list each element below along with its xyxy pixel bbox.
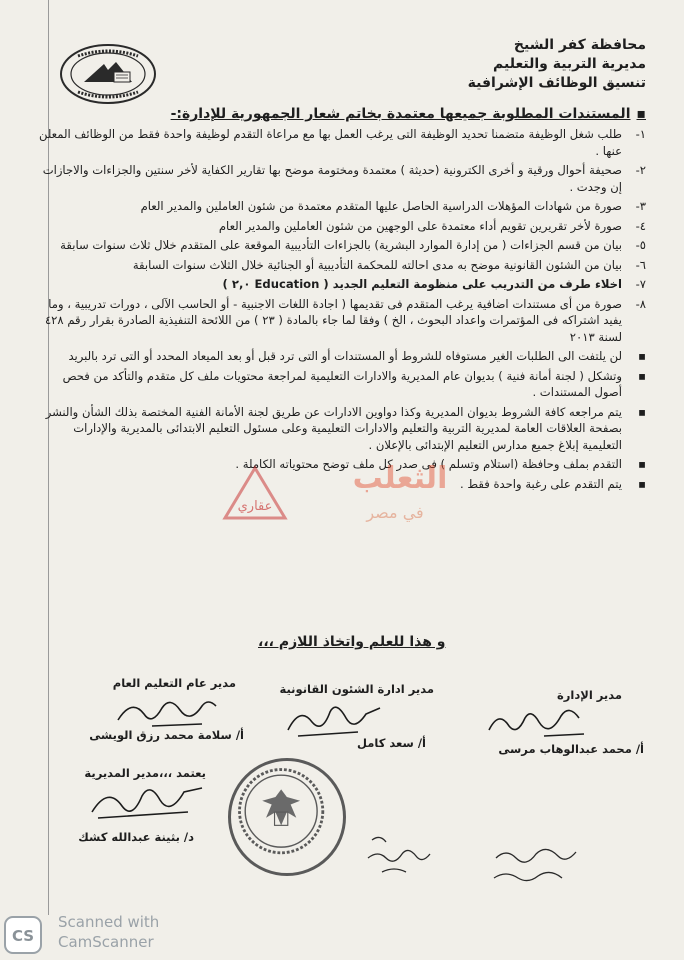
director-title: مدير الإدارة xyxy=(557,688,622,702)
director-name: أ/ محمد عبدالوهاب مرسى xyxy=(498,742,644,756)
bullet-icon xyxy=(622,368,646,401)
requirement-item xyxy=(34,218,646,235)
document-header xyxy=(468,36,646,93)
bullet-icon xyxy=(622,476,646,493)
requirement-number: ٧- xyxy=(635,277,646,291)
condition-text: يتم مراجعه كافة الشروط بديوان المديرية وكذا دواوين الادارات عن طريق لجنة الأمانة الفنية المختصة بذلك الشأن والنشر بصفحة العلاقات العامة لمديرية التربية والتعليم والادارات التعليمية وعلى مسئول التعليم الابتدائى بالمديرية والإدارات التعليمية إبلاغ جميع مدارس التعليم الإبتدائى بالإعلان . xyxy=(45,404,622,452)
bullet-icon xyxy=(622,456,646,473)
director-signature xyxy=(484,708,594,744)
approval-title: يعتمد ،،،مدير المديرية xyxy=(84,766,206,780)
legal-director-title: مدير ادارة الشئون القانونية xyxy=(279,682,434,696)
bullet-icon xyxy=(622,348,646,365)
requirement-number: ١- xyxy=(635,127,646,141)
requirement-item xyxy=(34,296,646,346)
official-stamp xyxy=(228,758,346,876)
camscanner-logo-icon xyxy=(4,916,42,954)
requirement-number: ٤- xyxy=(635,218,646,233)
general-director-name: أ/ سلامة محمد رزق الويشى xyxy=(89,728,244,742)
handwritten-note-middle xyxy=(362,828,442,878)
scanner-watermark xyxy=(58,912,159,952)
condition-text: يتم التقدم على رغبة واحدة فقط . xyxy=(460,476,622,491)
requirement-text: اخلاء طرف من التدريب على منظومة التعليم الجديد ( Education ٢,٠ ) xyxy=(222,277,622,291)
governorate-line: محافظة كفر الشيخ xyxy=(513,37,646,53)
watermark-main-text: الثعلب xyxy=(352,461,448,496)
directorate-logo-icon xyxy=(58,42,158,106)
watermark-sub-text: في مصر xyxy=(366,503,424,522)
approval-signature xyxy=(84,784,214,824)
requirement-item xyxy=(34,276,646,293)
eagle-emblem-icon xyxy=(231,761,337,867)
directorate-line: مديرية التربية والتعليم xyxy=(493,56,646,72)
document-body xyxy=(34,126,646,495)
condition-item xyxy=(34,348,646,365)
section-title: ▪ المستندات المطلوبة جميعها معتمدة بخاتم شعار الجمهورية للإدارة:- xyxy=(171,106,646,122)
department-line: تنسيق الوظائف الإشرافية xyxy=(467,75,646,91)
requirement-number: ٢- xyxy=(635,163,646,177)
site-watermark xyxy=(170,448,530,538)
handwritten-note-right xyxy=(486,838,586,888)
condition-text: وتشكل ( لجنة أمانة فنية ) بديوان عام المديرية والادارات التعليمية لمراجعة محتويات ملف كل متقدم والتأكد من فحص أصول المستندات . xyxy=(62,368,622,399)
requirement-item xyxy=(34,162,646,195)
requirement-item xyxy=(34,257,646,274)
bullet-icon xyxy=(622,404,646,454)
condition-text: التقدم بملف وحافظة (استلام وتسلم ) فى صدر كل ملف توضح محتوياته الكاملة . xyxy=(235,457,622,471)
requirement-text: بيان من قسم الجزاءات ( من إدارة الموارد البشرية) بالجزاءات التأديبية الموقعة على المتقدم خلال ثلاث سنوات سابقة xyxy=(60,238,622,252)
requirement-item xyxy=(34,198,646,215)
requirement-item xyxy=(34,126,646,159)
condition-text: لن يلتفت الى الطلبات الغير مستوفاه للشروط أو المستندات أو التى ترد قبل أو بعد الميعاد المحدد أو التى ترد بالبريد xyxy=(68,349,622,363)
svg-text:CS: CS xyxy=(11,927,35,945)
condition-item xyxy=(34,368,646,401)
requirement-text: صورة لأخر تقريرين تقويم أداء معتمدة على الوجهين من شئون العاملين والمدير العام xyxy=(218,218,622,233)
approval-name: د/ بثينة عبدالله كشك xyxy=(78,830,194,844)
requirement-text: صورة من شهادات المؤهلات الدراسية الحاصل عليها المتقدم معتمدة من شئون العاملين والمدير العام xyxy=(140,199,622,213)
legal-director-name: أ/ سعد كامل xyxy=(357,736,426,750)
requirement-number: ٥- xyxy=(635,238,646,252)
requirement-text: صورة من أى مستندات اضافية يرغب المتقدم فى تقديمها ( اجادة اللغات الاجنبية - أو الحاسب الآلى ، دورات تدريبية ، وما يفيد اشتراكه فى المؤتمرات واعداد البحوث ، الخ ) وفقا لما جاء بالمادة ( ٢٣ ) من اللائحة التنفيذية الصادرة بقرار رقم ٤٢٨ لسنة ٢٠١٣ xyxy=(44,296,622,344)
scanner-line1: Scanned with xyxy=(58,913,160,931)
legal-director-signature xyxy=(278,700,388,740)
condition-item xyxy=(34,404,646,454)
requirement-text: صحيفة أحوال ورقية و أخرى الكترونية (حديثة ) معتمدة ومختومة موضح بها تقارير الكفاية لأخر سنتين والجزاءات والاجازات إن وجدت . xyxy=(42,163,622,194)
watermark-left-text: عقاري xyxy=(237,499,273,514)
requirement-number: ٨- xyxy=(635,296,646,311)
requirement-text: طلب شغل الوظيفة متضمنا تحديد الوظيفة التى يرغب العمل بها مع مراعاة التقدم لوظيفة واحدة فقط من الوظائف المعلن عنها . xyxy=(39,127,622,158)
general-director-signature xyxy=(112,696,222,732)
scanner-line2: CamScanner xyxy=(58,933,154,951)
general-director-title: مدير عام التعليم العام xyxy=(112,676,236,690)
closing-line: و هذا للعلم واتخاذ اللازم ،،، xyxy=(258,634,446,650)
requirement-text: بيان من الشئون القانونية موضح به مدى احالته للمحكمة التأديبية أو الجنائية خلال الثلاث سنوات السابقة xyxy=(132,257,622,272)
requirement-item xyxy=(34,237,646,254)
requirement-number: ٣- xyxy=(635,199,646,213)
requirement-number: ٦- xyxy=(635,257,646,272)
requirements-list xyxy=(34,126,646,345)
